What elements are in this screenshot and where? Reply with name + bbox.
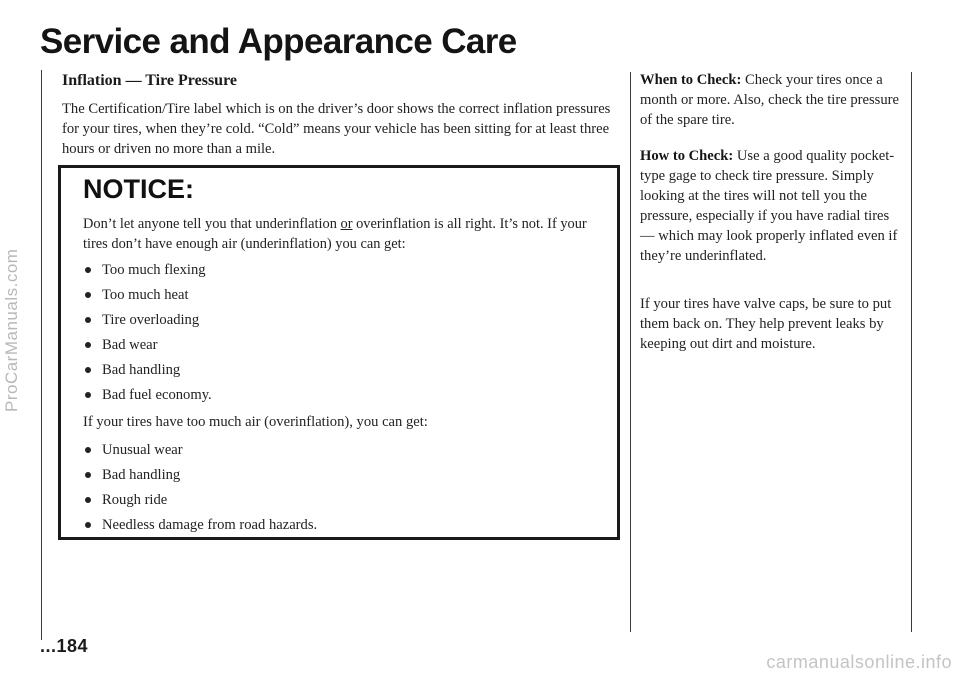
list-item: Too much heat [85, 285, 212, 310]
when-to-check-label: When to Check: [640, 72, 742, 88]
notice-intro-or: or [340, 216, 353, 232]
list-item: Tire overloading [85, 310, 212, 335]
how-to-check-paragraph [640, 146, 902, 266]
list-item: Bad handling [85, 465, 317, 490]
notice-intro-start: Don’t let anyone tell you that underinflation [83, 216, 341, 232]
side-watermark: ProCarManuals.com [2, 248, 21, 412]
right-column-rule [911, 72, 912, 632]
notice-intro-end: overinflation is all right. It’s not. If your tires don’t have enough air (underinflation) you can get: [83, 216, 587, 252]
page-title: Service and Appearance Care [40, 22, 517, 61]
list-item: Bad wear [85, 335, 212, 360]
list-item: Unusual wear [85, 440, 317, 465]
inflation-heading: Inflation — Tire Pressure [62, 72, 237, 89]
column-divider-rule [630, 72, 631, 632]
notice-intro [83, 214, 613, 254]
list-item: Needless damage from road hazards. [85, 515, 317, 540]
when-to-check-text: Check your tires once a month or more. Also, check the tire pressure of the spare tire. [640, 72, 899, 128]
notice-title: NOTICE: [83, 174, 194, 204]
list-item: Bad fuel economy. [85, 385, 212, 410]
list-item: Too much flexing [85, 260, 212, 285]
how-to-check-label: How to Check: [640, 148, 734, 164]
footer-watermark: carmanualsonline.info [766, 652, 952, 672]
when-to-check-paragraph [640, 70, 902, 130]
overinflation-intro: If your tires have too much air (overinflation), you can get: [83, 414, 428, 430]
notice-box [58, 165, 620, 540]
left-column-rule [41, 70, 42, 640]
valve-caps-paragraph: If your tires have valve caps, be sure to put them back on. They help prevent leaks by keeping out dirt and moisture. [640, 296, 892, 352]
list-item: Bad handling [85, 360, 212, 385]
how-to-check-text: Use a good quality pocket-type gage to check tire pressure. Simply looking at the tires will not tell you the pressure, especially if you have radial tires — which may look properly inflated even if they’re underinflated. [640, 148, 898, 264]
inflation-paragraph: The Certification/Tire label which is on the driver’s door shows the correct inflation pressures for your tires, when they’re cold. “Cold” means your vehicle has been sitting for at least three hours or driven no more than a mile. [62, 101, 611, 157]
list-item: Rough ride [85, 490, 317, 515]
overinflation-list [85, 440, 317, 540]
underinflation-list [85, 260, 212, 410]
page-number: ...184 [40, 636, 89, 656]
